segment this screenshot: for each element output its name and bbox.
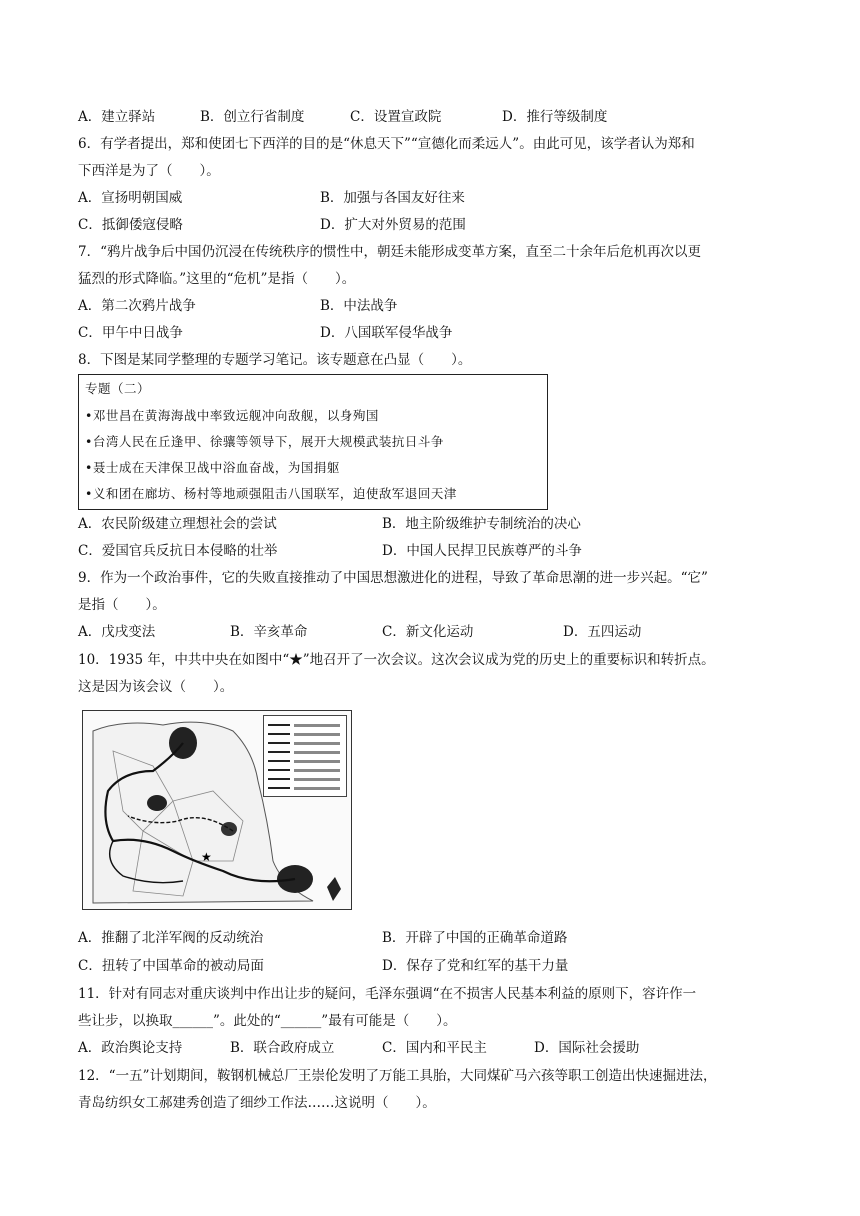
legend-text xyxy=(294,787,340,790)
q8-option-d: D．中国人民捍卫民族尊严的斗争 xyxy=(382,543,582,559)
q8-option-c: C．爱国官兵反抗日本侵略的壮举 xyxy=(78,543,278,559)
q11-option-c: C．国内和平民主 xyxy=(382,1040,487,1056)
q5-option-c: C．设置宣政院 xyxy=(350,109,442,125)
legend-text xyxy=(294,751,340,754)
legend-line xyxy=(268,751,290,753)
q9-stem-line2: 是指（ ）。 xyxy=(78,597,166,613)
q12-stem-line1: 12．“一五”计划期间，鞍钢机械总厂王崇伦发明了万能工具胎，大同煤矿马六孩等职工创造出快速掘进法， xyxy=(78,1068,717,1084)
legend-line xyxy=(268,760,290,762)
q9-option-b: B．辛亥革命 xyxy=(230,624,308,640)
base-area-central xyxy=(221,822,237,836)
legend-text xyxy=(294,724,340,727)
q6-option-b: B．加强与各国友好往来 xyxy=(320,190,465,206)
legend-line xyxy=(268,724,290,726)
q5-option-b: B．创立行省制度 xyxy=(200,109,305,125)
q10-option-b: B．开辟了中国的正确革命道路 xyxy=(382,930,568,946)
long-march-route-map xyxy=(82,710,352,910)
study-note-item: •台湾人民在丘逢甲、徐骧等领导下，展开大规模武装抗日斗争 xyxy=(85,434,444,449)
q9-option-a: A．戊戌变法 xyxy=(78,624,156,640)
legend-text xyxy=(294,742,340,745)
q11-stem-line1: 11．针对有同志对重庆谈判中作出让步的疑问，毛泽东强调“在不损害人民基本利益的原则下，容许作一 xyxy=(78,986,697,1002)
legend-line xyxy=(268,778,290,780)
legend-text xyxy=(294,760,340,763)
q7-stem-line2: 猛烈的形式降临。”这里的“危机”是指（ ）。 xyxy=(78,271,356,287)
q12-stem-line2: 青岛纺织女工郝建秀创造了细纱工作法……这说明（ ）。 xyxy=(78,1095,436,1111)
study-note-item: •义和团在廊坊、杨村等地顽强阻击八国联军，迫使敌军退回天津 xyxy=(85,486,457,501)
q11-stem-line2: 些让步，以换取______”。此处的“______”最有可能是（ ）。 xyxy=(78,1013,457,1029)
q5-option-d: D．推行等级制度 xyxy=(502,109,608,125)
q5-option-a: A．建立驿站 xyxy=(78,109,156,125)
island-shape xyxy=(327,877,341,901)
q7-option-b: B．中法战争 xyxy=(320,298,398,314)
legend-text xyxy=(294,733,340,736)
q6-stem-line2: 下西洋是为了（ ）。 xyxy=(78,163,220,179)
legend-line xyxy=(268,742,290,744)
q11-option-d: D．国际社会援助 xyxy=(534,1040,640,1056)
study-note-title: 专题（二） xyxy=(85,381,151,396)
q6-option-c: C．抵御倭寇侵略 xyxy=(78,217,183,233)
q8-option-a: A．农民阶级建立理想社会的尝试 xyxy=(78,516,277,532)
legend-line xyxy=(268,769,290,771)
q7-option-c: C．甲午中日战争 xyxy=(78,325,183,341)
study-note-item: •邓世昌在黄海海战中率致远舰冲向敌舰，以身殉国 xyxy=(85,408,379,423)
q7-stem-line1: 7．“鸦片战争后中国仍沉浸在传统秩序的惯性中，朝廷未能形成变革方案，直至二十余年后危机再次以更 xyxy=(78,244,701,260)
map-legend xyxy=(263,715,347,797)
q6-stem-line1: 6．有学者提出，郑和使团七下西洋的目的是“休息天下”“宣德化而柔远人”。由此可见，该学者认为郑和 xyxy=(78,136,695,152)
q11-option-a: A．政治舆论支持 xyxy=(78,1040,183,1056)
q6-option-d: D．扩大对外贸易的范围 xyxy=(320,217,466,233)
q10-option-c: C．扭转了中国革命的被动局面 xyxy=(78,958,264,974)
base-area-west xyxy=(147,795,167,811)
q8-stem-line1: 8．下图是某同学整理的专题学习笔记。该专题意在凸显（ ）。 xyxy=(78,352,472,368)
study-note-item: •聂士成在天津保卫战中浴血奋战，为国捐躯 xyxy=(85,460,340,475)
q10-stem-line2: 这是因为该会议（ ）。 xyxy=(78,679,234,695)
q10-stem-line1: 10．1935 年，中共中央在如图中“★”地召开了一次会议。这次会议成为党的历史上的重要标识和转折点。 xyxy=(78,652,715,668)
q9-option-c: C．新文化运动 xyxy=(382,624,474,640)
meeting-star-icon: ★ xyxy=(201,850,212,864)
q10-option-d: D．保存了党和红军的基干力量 xyxy=(382,958,569,974)
legend-line xyxy=(268,733,290,735)
q11-option-b: B．联合政府成立 xyxy=(230,1040,335,1056)
legend-text xyxy=(294,769,340,772)
q7-option-d: D．八国联军侵华战争 xyxy=(320,325,453,341)
legend-line xyxy=(268,787,290,789)
q7-option-a: A．第二次鸦片战争 xyxy=(78,298,196,314)
q10-option-a: A．推翻了北洋军阀的反动统治 xyxy=(78,930,264,946)
q6-option-a: A．宣扬明朝国威 xyxy=(78,190,183,206)
q9-stem-line1: 9．作为一个政治事件，它的失败直接推动了中国思想激进化的进程，导致了革命思潮的进一步兴起。“它” xyxy=(78,570,708,586)
legend-text xyxy=(294,778,340,781)
q9-option-d: D．五四运动 xyxy=(563,624,642,640)
q8-option-b: B．地主阶级维护专制统治的决心 xyxy=(382,516,581,532)
study-note-box xyxy=(78,374,548,510)
